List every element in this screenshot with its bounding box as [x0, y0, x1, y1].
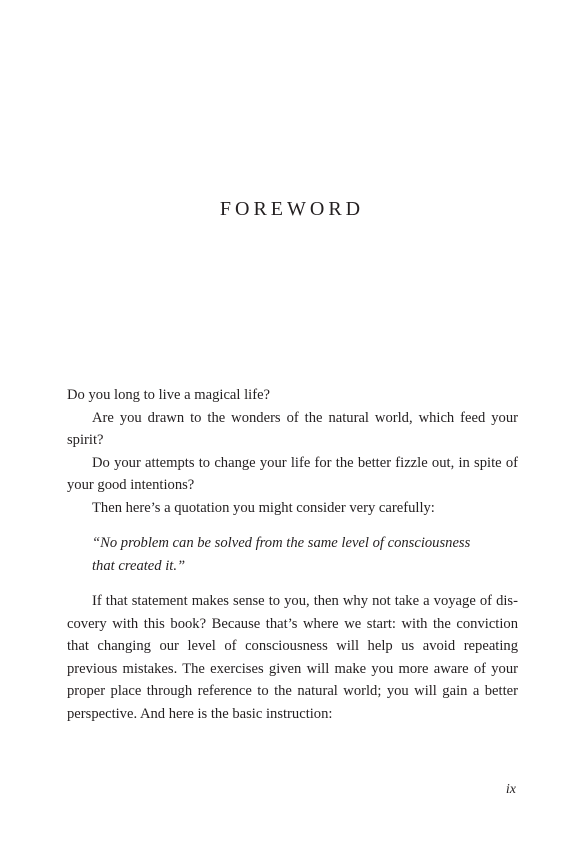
- paragraph-2: Are you drawn to the wonders of the natural world, which feed your spirit?: [67, 409, 518, 448]
- chapter-heading: FOREWORD: [219, 198, 365, 220]
- paragraph-5: If that statement makes sense to you, then why not take a voyage of discovery with this book? Because that’s where we start: with the conviction that changing our level of consciousness will help us avoid repeating previous mistakes. The exercises given will make you more aware of your proper place through reference to the natural world; you will gain a better perspective. And here is the basic instruction:: [67, 593, 518, 722]
- paragraph-1: Do you long to live a magical life?: [67, 387, 271, 403]
- body-text: [67, 384, 518, 725]
- block-quote: “No problem can be solved from the same level of consciousness that created it.”: [92, 535, 471, 574]
- page-number: ix: [505, 782, 516, 797]
- paragraph-4: Then here’s a quotation you might consider very carefully:: [92, 499, 435, 516]
- paragraph-3: Do your attempts to change your life for the better fizzle out, in spite of your good intentions?: [67, 454, 518, 493]
